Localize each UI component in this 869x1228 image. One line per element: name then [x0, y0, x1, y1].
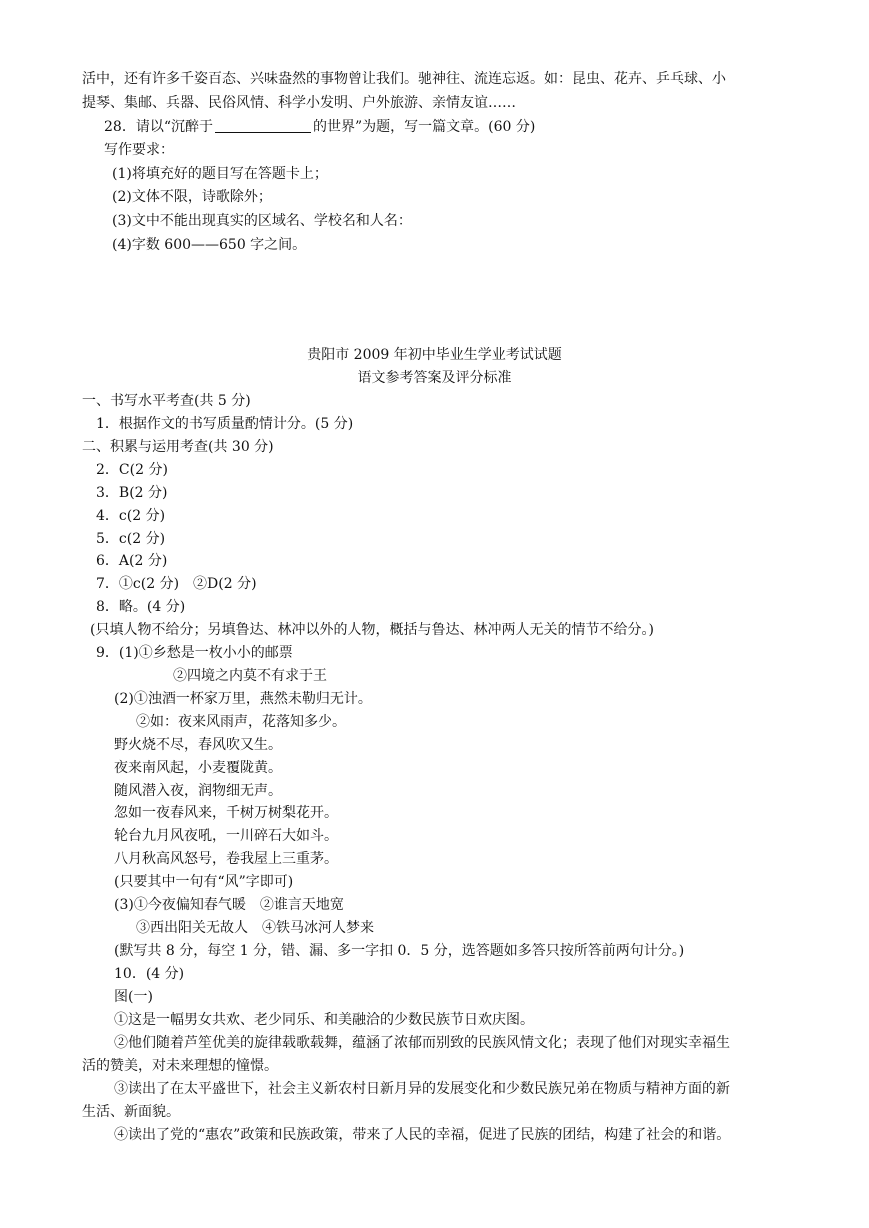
answer-7: 7．①c(2 分) ②D(2 分) [96, 576, 257, 592]
poem-line-3: 随风潜入夜，润物细无声。 [114, 783, 282, 799]
requirement-1: (1)将填充好的题目写在答题卡上； [112, 166, 328, 182]
answer-8-note: (只填人物不给分；另填鲁达、林冲以外的人物，概括与鲁达、林冲两人无关的情节不给分。) [90, 622, 654, 638]
answer-9-3b: ③西出阳关无故人 ④铁马冰河人梦来 [136, 920, 374, 936]
answer-9-1a: 9．(1)①乡愁是一枚小小的邮票 [96, 645, 293, 661]
question-28-prefix: 28．请以“沉醉于 [104, 119, 213, 135]
paragraph-2a: ②他们随着芦笙优美的旋律载歌载舞，蕴涵了浓郁而别致的民族风情文化；表现了他们对现实幸福生 [114, 1035, 730, 1051]
answer-9-1b: ②四境之内莫不有求于王 [173, 668, 327, 684]
section-1-heading: 一、书写水平考查(共 5 分) [82, 393, 251, 409]
poem-line-4: 忽如一夜春风来，千树万树梨花开。 [114, 805, 338, 821]
paragraph-4: ④读出了党的“惠农”政策和民族政策，带来了人民的幸福，促进了民族的团结，构建了社会的和谐。 [114, 1127, 731, 1143]
question-28 [104, 117, 535, 137]
answer-9-note: (默写共 8 分，每空 1 分，错、漏、多一字扣 0．5 分，选答题如多答只按所答前两句计分。) [114, 943, 685, 959]
section-2-heading: 二、积累与运用考查(共 30 分) [82, 439, 274, 455]
intro-line-2: 提琴、集邮、兵器、民俗风情、科学小发明、户外旅游、亲情友谊…… [82, 95, 516, 111]
answer-8: 8．略。(4 分) [96, 599, 186, 615]
answer-9-2b: ②如：夜来风雨声，花落知多少。 [136, 714, 346, 730]
answer-4: 4．c(2 分) [96, 508, 166, 524]
figure-1-label: 图(一) [114, 989, 153, 1005]
answer-key-subtitle: 语文参考答案及评分标准 [357, 370, 512, 386]
answer-9-3a: (3)①今夜偏知春气暖 ②谁言天地宽 [114, 897, 344, 913]
answer-key-title: 贵阳市 2009 年初中毕业生学业考试试题 [307, 347, 562, 363]
requirement-4: (4)字数 600——650 字之间。 [112, 237, 307, 253]
poem-line-5: 轮台九月风夜吼，一川碎石大如斗。 [114, 828, 338, 844]
title-blank [215, 118, 311, 133]
paragraph-3a: ③读出了在太平盛世下，社会主义新农村日新月异的发展变化和少数民族兄弟在物质与精神方面的新 [114, 1081, 730, 1097]
answer-5: 5．c(2 分) [96, 531, 166, 547]
intro-line-1: 活中，还有许多千姿百态、兴味盎然的事物曾让我们。驰神往、流连忘返。如：昆虫、花卉、乒乓球、小 [82, 71, 726, 87]
poem-line-2: 夜来南风起，小麦覆陇黄。 [114, 760, 282, 776]
requirement-2: (2)文体不限，诗歌除外； [112, 189, 272, 205]
paragraph-1: ①这是一幅男女共欢、老少同乐、和美融洽的少数民族节日欢庆图。 [114, 1012, 534, 1028]
answer-1: 1．根据作文的书写质量酌情计分。(5 分) [96, 416, 354, 432]
poem-note: (只要其中一句有“风”字即可) [114, 874, 294, 890]
poem-line-6: 八月秋高风怒号，卷我屋上三重茅。 [114, 851, 338, 867]
answer-6: 6．A(2 分) [96, 553, 168, 569]
question-28-suffix: 的世界”为题，写一篇文章。(60 分) [312, 119, 536, 135]
answer-10: 10．(4 分) [114, 966, 185, 982]
paragraph-2b: 活的赞美，对未来理想的憧憬。 [82, 1058, 278, 1074]
answer-3: 3．B(2 分) [96, 485, 168, 501]
paragraph-3b: 生活、新面貌。 [82, 1104, 180, 1120]
poem-line-1: 野火烧不尽，春风吹又生。 [114, 737, 282, 753]
answer-2: 2．C(2 分) [96, 462, 168, 478]
answer-9-2a: (2)①浊酒一杯家万里，燕然未勒归无计。 [114, 691, 372, 707]
requirement-3: (3)文中不能出现真实的区域名、学校名和人名： [112, 213, 412, 229]
requirements-title: 写作要求： [104, 142, 174, 158]
